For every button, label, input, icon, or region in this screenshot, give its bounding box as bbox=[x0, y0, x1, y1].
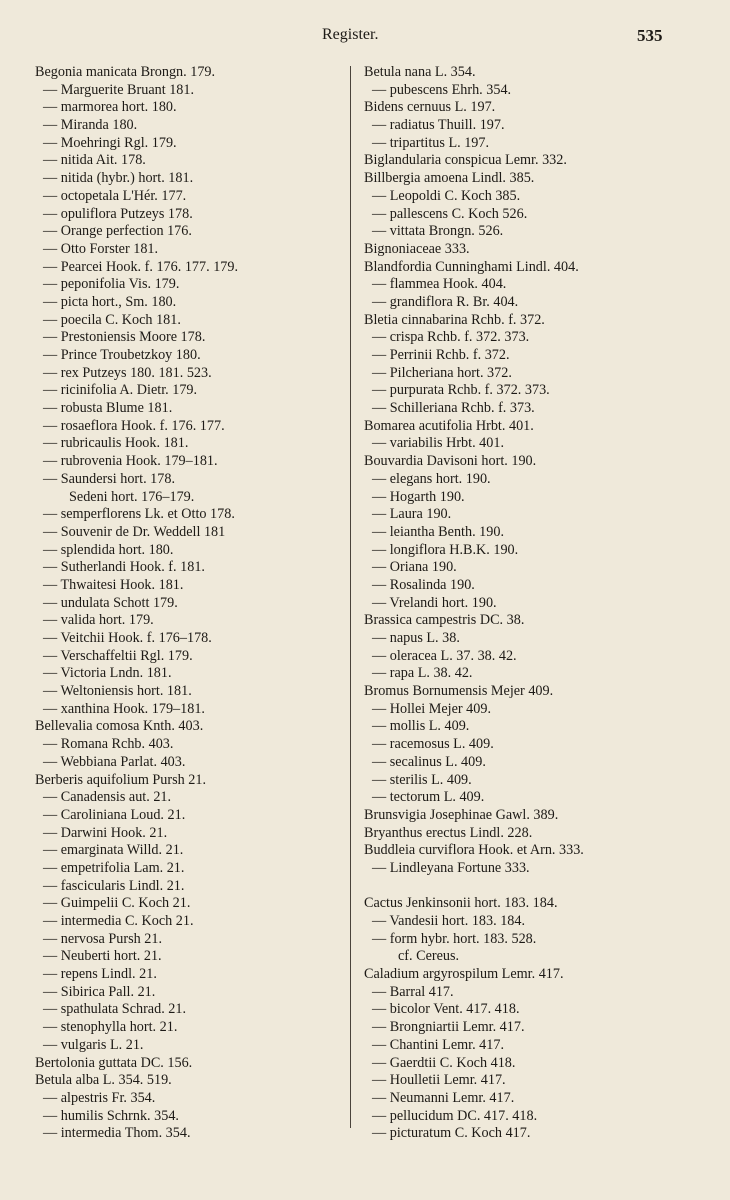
index-subentry: — poecila C. Koch 181. bbox=[35, 312, 345, 330]
index-subentry: — pubescens Ehrh. 354. bbox=[364, 82, 709, 100]
index-subentry: — Neumanni Lemr. 417. bbox=[364, 1090, 709, 1108]
index-subentry: — Otto Forster 181. bbox=[35, 241, 345, 259]
index-subentry: — octopetala L'Hér. 177. bbox=[35, 188, 345, 206]
index-subentry: — robusta Blume 181. bbox=[35, 400, 345, 418]
index-subentry: — radiatus Thuill. 197. bbox=[364, 117, 709, 135]
index-subentry: — purpurata Rchb. f. 372. 373. bbox=[364, 382, 709, 400]
index-subentry: — Barral 417. bbox=[364, 984, 709, 1002]
index-subentry: — Vrelandi hort. 190. bbox=[364, 595, 709, 613]
index-entry: Bidens cernuus L. 197. bbox=[364, 99, 496, 116]
left-column bbox=[35, 64, 345, 1143]
index-subentry: — Canadensis aut. 21. bbox=[35, 789, 345, 807]
index-subentry: — Neuberti hort. 21. bbox=[35, 948, 345, 966]
index-subentry: — Victoria Lndn. 181. bbox=[35, 665, 345, 683]
index-subentry: — spathulata Schrad. 21. bbox=[35, 1001, 345, 1019]
index-subentry: — nervosa Pursh 21. bbox=[35, 931, 345, 949]
index-entry: Biglandularia conspicua Lemr. 332. bbox=[364, 152, 567, 169]
index-subentry: — Moehringi Rgl. 179. bbox=[35, 135, 345, 153]
index-subentry: — alpestris Fr. 354. bbox=[35, 1090, 345, 1108]
index-subentry: — Orange perfection 176. bbox=[35, 223, 345, 241]
index-subentry: — Prince Troubetzkoy 180. bbox=[35, 347, 345, 365]
column-divider bbox=[350, 66, 351, 1128]
index-subentry: — grandiflora R. Br. 404. bbox=[364, 294, 709, 312]
index-subentry: — Pearcei Hook. f. 176. 177. 179. bbox=[35, 259, 345, 277]
index-subentry: — humilis Schrnk. 354. bbox=[35, 1108, 345, 1126]
index-subentry: — vulgaris L. 21. bbox=[35, 1037, 345, 1055]
index-subentry: — opuliflora Putzeys 178. bbox=[35, 206, 345, 224]
right-column bbox=[364, 64, 709, 1143]
index-subentry: — Saundersi hort. 178. bbox=[35, 471, 345, 489]
index-entry: Betula nana L. 354. bbox=[364, 64, 476, 80]
index-subentry: — racemosus L. 409. bbox=[364, 736, 709, 754]
index-subentry: — oleracea L. 37. 38. 42. bbox=[364, 648, 709, 666]
index-subentry: — Prestoniensis Moore 178. bbox=[35, 329, 345, 347]
index-subentry: — empetrifolia Lam. 21. bbox=[35, 860, 345, 878]
index-subentry: — Perrinii Rchb. f. 372. bbox=[364, 347, 709, 365]
index-entry: Bryanthus erectus Lindl. 228. bbox=[364, 824, 533, 841]
index-subentry: — crispa Rchb. f. 372. 373. bbox=[364, 329, 709, 347]
index-entry: Berberis aquifolium Pursh 21. bbox=[35, 771, 207, 788]
index-entry: Bouvardia Davisoni hort. 190. bbox=[364, 453, 537, 470]
index-entry: Buddleia curviflora Hook. et Arn. 333. bbox=[364, 842, 584, 859]
index-subentry: — Romana Rchb. 403. bbox=[35, 736, 345, 754]
index-subentry: — Sibirica Pall. 21. bbox=[35, 984, 345, 1002]
index-subentry: — Gaerdtii C. Koch 418. bbox=[364, 1055, 709, 1073]
index-subentry: — rex Putzeys 180. 181. 523. bbox=[35, 365, 345, 383]
index-subentry: — intermedia C. Koch 21. bbox=[35, 913, 345, 931]
index-subentry: — Darwini Hook. 21. bbox=[35, 825, 345, 843]
index-entry: Caladium argyrospilum Lemr. 417. bbox=[364, 966, 564, 983]
index-subentry: — form hybr. hort. 183. 528. bbox=[364, 931, 709, 949]
index-subentry: — Pilcheriana hort. 372. bbox=[364, 365, 709, 383]
index-entry: Bertolonia guttata DC. 156. bbox=[35, 1054, 193, 1071]
index-subentry: — Thwaitesi Hook. 181. bbox=[35, 577, 345, 595]
index-subentry: — Vandesii hort. 183. 184. bbox=[364, 913, 709, 931]
index-subentry: — pallescens C. Koch 526. bbox=[364, 206, 709, 224]
index-subentry: — pellucidum DC. 417. 418. bbox=[364, 1108, 709, 1126]
index-subentry: — secalinus L. 409. bbox=[364, 754, 709, 772]
index-subentry: — flammea Hook. 404. bbox=[364, 276, 709, 294]
index-subentry: — marmorea hort. 180. bbox=[35, 99, 345, 117]
index-subentry: — Sutherlandi Hook. f. 181. bbox=[35, 559, 345, 577]
index-gap bbox=[364, 878, 709, 896]
index-subentry: — peponifolia Vis. 179. bbox=[35, 276, 345, 294]
index-entry: Bromus Bornumensis Mejer 409. bbox=[364, 683, 554, 700]
index-subentry: — stenophylla hort. 21. bbox=[35, 1019, 345, 1037]
index-subentry: — nitida (hybr.) hort. 181. bbox=[35, 170, 345, 188]
index-entry: Blandfordia Cunninghami Lindl. 404. bbox=[364, 258, 579, 275]
index-subentry: — Miranda 180. bbox=[35, 117, 345, 135]
index-subentry: — Oriana 190. bbox=[364, 559, 709, 577]
index-subentry: — semperflorens Lk. et Otto 178. bbox=[35, 506, 345, 524]
index-subentry: — sterilis L. 409. bbox=[364, 772, 709, 790]
index-subentry: Sedeni hort. 176–179. bbox=[69, 488, 195, 505]
index-subentry: — Leopoldi C. Koch 385. bbox=[364, 188, 709, 206]
index-entry: Bellevalia comosa Knth. 403. bbox=[35, 718, 204, 735]
index-subentry: — mollis L. 409. bbox=[364, 718, 709, 736]
index-subentry: — Brongniartii Lemr. 417. bbox=[364, 1019, 709, 1037]
index-subentry: — Marguerite Bruant 181. bbox=[35, 82, 345, 100]
index-subentry: — Rosalinda 190. bbox=[364, 577, 709, 595]
index-subentry: — vittata Brongn. 526. bbox=[364, 223, 709, 241]
index-entry: Billbergia amoena Lindl. 385. bbox=[364, 170, 535, 187]
index-subentry: — undulata Schott 179. bbox=[35, 595, 345, 613]
index-subentry: — Webbiana Parlat. 403. bbox=[35, 754, 345, 772]
index-subentry: — Veitchii Hook. f. 176–178. bbox=[35, 630, 345, 648]
index-entry: Brassica campestris DC. 38. bbox=[364, 612, 525, 629]
index-subentry: — rosaeflora Hook. f. 176. 177. bbox=[35, 418, 345, 436]
index-subentry: — Laura 190. bbox=[364, 506, 709, 524]
index-subentry: — Lindleyana Fortune 333. bbox=[364, 860, 709, 878]
index-subentry: — Hogarth 190. bbox=[364, 489, 709, 507]
index-entry: Bletia cinnabarina Rchb. f. 372. bbox=[364, 311, 545, 328]
index-subentry: — Weltoniensis hort. 181. bbox=[35, 683, 345, 701]
index-subentry: — emarginata Willd. 21. bbox=[35, 842, 345, 860]
index-subentry: — Souvenir de Dr. Weddell 181 bbox=[35, 524, 345, 542]
index-subentry: — xanthina Hook. 179–181. bbox=[35, 701, 345, 719]
index-subentry: — bicolor Vent. 417. 418. bbox=[364, 1001, 709, 1019]
index-subentry: — longiflora H.B.K. 190. bbox=[364, 542, 709, 560]
running-head: Register. bbox=[322, 26, 379, 43]
index-subentry: — tripartitus L. 197. bbox=[364, 135, 709, 153]
index-entry: Betula alba L. 354. 519. bbox=[35, 1072, 172, 1089]
index-subentry: — Schilleriana Rchb. f. 373. bbox=[364, 400, 709, 418]
index-subentry: — Caroliniana Loud. 21. bbox=[35, 807, 345, 825]
index-subentry: — valida hort. 179. bbox=[35, 612, 345, 630]
index-subentry: — rubrovenia Hook. 179–181. bbox=[35, 453, 345, 471]
index-subentry: — picta hort., Sm. 180. bbox=[35, 294, 345, 312]
index-entry: Brunsvigia Josephinae Gawl. 389. bbox=[364, 806, 559, 823]
index-subentry: — rubricaulis Hook. 181. bbox=[35, 435, 345, 453]
index-subentry: — repens Lindl. 21. bbox=[35, 966, 345, 984]
index-subentry: — fascicularis Lindl. 21. bbox=[35, 878, 345, 896]
index-subentry: — Guimpelii C. Koch 21. bbox=[35, 895, 345, 913]
index-subentry: — Houlletii Lemr. 417. bbox=[364, 1072, 709, 1090]
index-subentry: — Chantini Lemr. 417. bbox=[364, 1037, 709, 1055]
index-subentry: — rapa L. 38. 42. bbox=[364, 665, 709, 683]
index-subentry: — intermedia Thom. 354. bbox=[35, 1125, 345, 1143]
index-subentry: — variabilis Hrbt. 401. bbox=[364, 435, 709, 453]
index-subentry: — picturatum C. Koch 417. bbox=[364, 1125, 709, 1143]
index-entry: Bignoniaceae 333. bbox=[364, 240, 470, 257]
index-subentry: — Hollei Mejer 409. bbox=[364, 701, 709, 719]
index-entry: Begonia manicata Brongn. 179. bbox=[35, 64, 216, 80]
index-subentry: cf. Cereus. bbox=[398, 948, 460, 965]
index-subentry: — splendida hort. 180. bbox=[35, 542, 345, 560]
index-subentry: — leiantha Benth. 190. bbox=[364, 524, 709, 542]
index-entry: Cactus Jenkinsonii hort. 183. 184. bbox=[364, 895, 558, 912]
index-entry: Bomarea acutifolia Hrbt. 401. bbox=[364, 417, 534, 434]
index-subentry: — Verschaffeltii Rgl. 179. bbox=[35, 648, 345, 666]
index-subentry: — napus L. 38. bbox=[364, 630, 709, 648]
page-number: 535 bbox=[637, 26, 663, 45]
index-subentry: — tectorum L. 409. bbox=[364, 789, 709, 807]
index-subentry: — elegans hort. 190. bbox=[364, 471, 709, 489]
index-subentry: — nitida Ait. 178. bbox=[35, 152, 345, 170]
index-subentry: — ricinifolia A. Dietr. 179. bbox=[35, 382, 345, 400]
